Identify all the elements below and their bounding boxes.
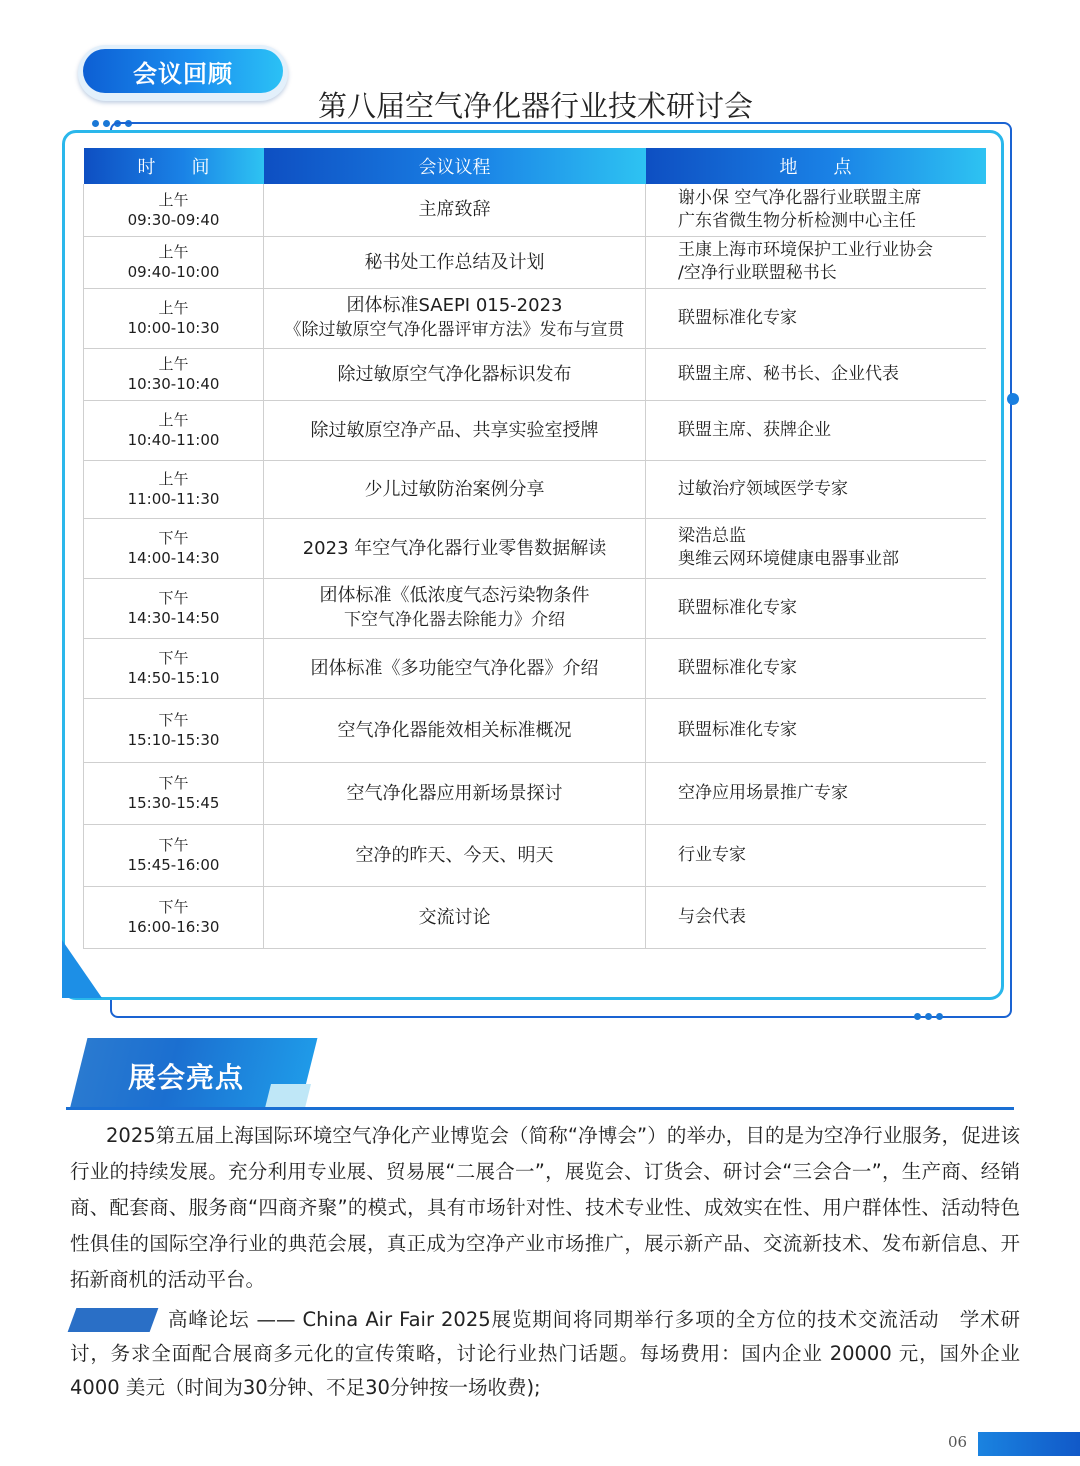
agenda-row: [84, 184, 986, 236]
agenda-topic-line: 团体标准《低浓度气态污染物条件: [319, 585, 590, 606]
agenda-row: [84, 288, 986, 348]
agenda-period: 下午: [158, 774, 189, 792]
agenda-topic-line: 团体标准SAEPI 015-2023: [346, 295, 563, 316]
frame-side-dot: [1007, 393, 1019, 405]
agenda-topic-line: 空净的昨天、今天、明天: [355, 844, 554, 866]
agenda-place-cell: [646, 762, 986, 824]
agenda-row: [84, 698, 986, 762]
agenda-period: 下午: [158, 836, 189, 854]
agenda-row: [84, 348, 986, 400]
agenda-time: 10:40-11:00: [127, 431, 220, 449]
agenda-topic-line: 除过敏原空净产品、共享实验室授牌: [310, 419, 599, 441]
agenda-period: 上午: [158, 411, 189, 429]
agenda-topic-line: 下空气净化器去除能力》介绍: [344, 610, 565, 630]
agenda-time-cell: [84, 886, 264, 948]
agenda-place-line: 联盟标准化专家: [678, 597, 797, 618]
agenda-topic-cell: [264, 762, 646, 824]
agenda-place-cell: [646, 236, 986, 288]
agenda-place-line: 联盟标准化专家: [678, 657, 797, 678]
agenda-topic-cell: [264, 348, 646, 400]
agenda-time-cell: [84, 348, 264, 400]
agenda-row: [84, 762, 986, 824]
agenda-body: [84, 184, 986, 948]
agenda-topic-cell: [264, 400, 646, 460]
agenda-time-cell: [84, 824, 264, 886]
decor-dots-bottom: [914, 1013, 943, 1020]
col-header-topic: 会议议程: [264, 148, 646, 184]
agenda-place-line: 谢小保 空气净化器行业联盟主席: [678, 187, 922, 208]
agenda-time: 15:45-16:00: [127, 856, 220, 874]
agenda-time-cell: [84, 638, 264, 698]
agenda-topic-line: 主席致辞: [418, 199, 491, 221]
agenda-time-cell: [84, 236, 264, 288]
agenda-time: 10:00-10:30: [127, 319, 220, 337]
agenda-topic-cell: [264, 236, 646, 288]
agenda-period: 上午: [158, 355, 189, 373]
highlights-title: 展会亮点: [128, 1061, 245, 1094]
agenda-topic-cell: [264, 638, 646, 698]
agenda-row: [84, 460, 986, 518]
agenda-topic-cell: [264, 460, 646, 518]
section-pill: [78, 45, 288, 101]
col-header-place: 地 点: [646, 148, 986, 184]
agenda-place-line: 行业专家: [678, 844, 746, 865]
agenda-place-cell: [646, 400, 986, 460]
agenda-time: 16:00-16:30: [127, 918, 220, 936]
agenda-time: 11:00-11:30: [127, 490, 220, 508]
agenda-place-cell: [646, 460, 986, 518]
agenda-time: 10:30-10:40: [127, 375, 220, 393]
agenda-topic-line: 除过敏原空气净化器标识发布: [337, 363, 572, 385]
col-header-time: 时 间: [84, 148, 264, 184]
agenda-row: [84, 886, 986, 948]
agenda-time-cell: [84, 698, 264, 762]
agenda-place-cell: [646, 698, 986, 762]
agenda-time-cell: [84, 288, 264, 348]
section-label: 会议回顾: [83, 49, 283, 93]
agenda-time-cell: [84, 400, 264, 460]
agenda-row: [84, 638, 986, 698]
agenda-time-cell: [84, 518, 264, 578]
agenda-time-cell: [84, 460, 264, 518]
agenda-place-cell: [646, 824, 986, 886]
agenda-place-cell: [646, 184, 986, 236]
agenda-topic-line: 团体标准《多功能空气净化器》介绍: [310, 657, 599, 679]
agenda-period: 上午: [158, 190, 189, 209]
agenda-period: 下午: [158, 898, 189, 916]
agenda-time: 09:40-10:00: [127, 263, 220, 281]
agenda-time-cell: [84, 578, 264, 638]
agenda-place-cell: [646, 288, 986, 348]
agenda-time: 09:30-09:40: [127, 210, 220, 229]
agenda-period: 上午: [158, 299, 189, 317]
agenda-topic-line: 秘书处工作总结及计划: [364, 251, 545, 273]
agenda-period: 上午: [158, 470, 189, 488]
agenda-topic-cell: [264, 184, 646, 236]
agenda-topic-line: 《除过敏原空气净化器评审方法》发布与宣贯: [284, 320, 625, 340]
agenda-place-line: 联盟标准化专家: [678, 307, 797, 328]
agenda-place-cell: [646, 886, 986, 948]
highlights-paragraph-1: 2025第五届上海国际环境空气净化产业博览会（简称“净博会”）的举办，目的是为空净行业服务，促进该行业的持续发展。充分利用专业展、贸易展“二展合一”，展览会、订货会、研讨会“三会合一”，生产商、经销商、配套商、服务商“四商齐聚”的模式，具有市场针对性、技术专业性、成效实在性、用户群体性、活动特色性俱佳的国际空净行业的典范会展，真正成为空净产业市场推广，展示新产品、交流新技术、发布新信息、开拓新商机的活动平台。: [70, 1124, 1020, 1291]
agenda-topic-cell: [264, 886, 646, 948]
frame-corner-accent: [62, 940, 102, 998]
agenda-topic-cell: [264, 288, 646, 348]
agenda-table: [83, 148, 986, 949]
agenda-place-line: /空净行业联盟秘书长: [678, 263, 837, 283]
agenda-time: 14:30-14:50: [127, 609, 220, 627]
agenda-place-line: 广东省微生物分析检测中心主任: [678, 210, 916, 231]
highlights-banner-accent: [265, 1084, 311, 1108]
conference-title: 第八届空气净化器行业技术研讨会: [318, 89, 754, 123]
agenda-place-cell: [646, 348, 986, 400]
agenda-place-line: 过敏治疗领域医学专家: [678, 478, 848, 499]
agenda-topic-cell: [264, 578, 646, 638]
agenda-period: 下午: [158, 589, 189, 607]
agenda-place-line: 梁浩总监: [678, 526, 746, 546]
page-number-bar: [978, 1432, 1080, 1456]
agenda-topic-line: 2023 年空气净化器行业零售数据解读: [302, 537, 607, 559]
agenda-period: 上午: [158, 243, 189, 261]
agenda-place-line: 空净应用场景推广专家: [678, 782, 848, 803]
agenda-header-row: [84, 148, 986, 184]
highlights-paragraph-2: 高峰论坛 —— China Air Fair 2025展览期间将同期举行多项的全方位的技术交流活动 学术研讨，务求全面配合展商多元化的宣传策略，讨论行业热门话题。每场费用：国内企业 20000 元，国外企业 4000 美元（时间为30分钟、不足30分钟按一场收费);: [70, 1308, 1020, 1399]
agenda-topic-line: 交流讨论: [418, 906, 491, 928]
agenda-row: [84, 518, 986, 578]
agenda-time: 14:00-14:30: [127, 549, 220, 567]
agenda-period: 下午: [158, 711, 189, 729]
agenda-place-cell: [646, 518, 986, 578]
agenda-topic-line: 少儿过敏防治案例分享: [364, 478, 545, 500]
agenda-place-line: 联盟主席、获牌企业: [678, 419, 831, 440]
agenda-row: [84, 236, 986, 288]
highlights-divider: [66, 1107, 1014, 1110]
agenda-row: [84, 400, 986, 460]
agenda-place-line: 联盟主席、秘书长、企业代表: [678, 363, 899, 384]
page-number: 06: [948, 1433, 968, 1451]
agenda-topic-line: 空气净化器能效相关标准概况: [337, 719, 572, 741]
agenda-place-line: 联盟标准化专家: [678, 719, 797, 740]
agenda-topic-cell: [264, 824, 646, 886]
agenda-period: 下午: [158, 649, 189, 667]
agenda-time-cell: [84, 184, 264, 236]
agenda-time-cell: [84, 762, 264, 824]
agenda-row: [84, 578, 986, 638]
agenda-period: 下午: [158, 529, 189, 547]
agenda-topic-cell: [264, 698, 646, 762]
agenda-topic-cell: [264, 518, 646, 578]
agenda-time: 15:10-15:30: [127, 731, 220, 749]
agenda-place-cell: [646, 638, 986, 698]
agenda-time: 15:30-15:45: [127, 794, 220, 812]
agenda-place-line: 与会代表: [678, 906, 746, 927]
agenda-row: [84, 824, 986, 886]
agenda-place-line: 王康上海市环境保护工业行业协会: [678, 240, 933, 260]
agenda-place-cell: [646, 578, 986, 638]
agenda-topic-line: 空气净化器应用新场景探讨: [346, 782, 563, 804]
agenda-time: 14:50-15:10: [127, 669, 220, 687]
agenda-place-line: 奥维云网环境健康电器事业部: [678, 549, 899, 569]
